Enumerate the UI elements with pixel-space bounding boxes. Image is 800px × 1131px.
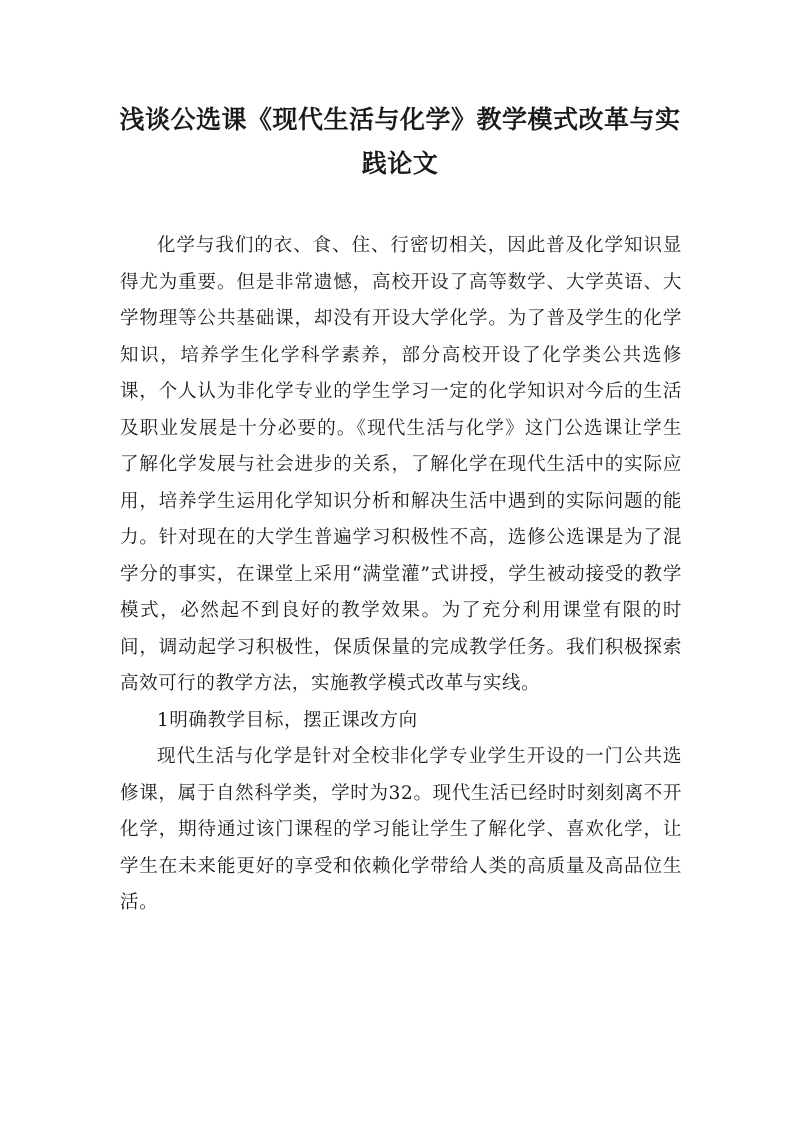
paragraph-section-1: 现代生活与化学是针对全校非化学专业学生开设的一门公共选修课，属于自然科学类，学时为32。现代生活已经时时刻刻离不开化学，期待通过该门课程的学习能让学生了解化学、喜欢化学，让学生在未来能更好的享受和依赖化学带给人类的高质量及高品位生活。 xyxy=(120,746,682,913)
document-body xyxy=(120,228,682,922)
document-title: 浅谈公选课《现代生活与化学》教学模式改革与实践论文 xyxy=(119,105,681,178)
paragraph-intro: 化学与我们的衣、食、住、行密切相关，因此普及化学知识显得尤为重要。但是非常遗憾，高校开设了高等数学、大学英语、大学物理等公共基础课，却没有开设大学化学。为了普及学生的化学知识，培养学生化学科学素养，部分高校开设了化学类公共选修课，个人认为非化学专业的学生学习一定的化学知识对今后的生活及职业发展是十分必要的。《现代生活与化学》这门公选课让学生了解化学发展与社会进步的关系，了解化学在现代生活中的实际应用，培养学生运用化学知识分析和解决生活中遇到的实际问题的能力。针对现在的大学生普遍学习积极性不高，选修公选课是为了混学分的事实，在课堂上采用“满堂灌”式讲授，学生被动接受的教学模式，必然起不到良好的教学效果。为了充分利用课堂有限的时间，调动起学习积极性，保质保量的完成教学任务。我们积极探索高效可行的教学方法，实施教学模式改革与实线。 xyxy=(120,235,682,694)
section-heading: 1明确教学目标，摆正课改方向 xyxy=(157,709,418,731)
